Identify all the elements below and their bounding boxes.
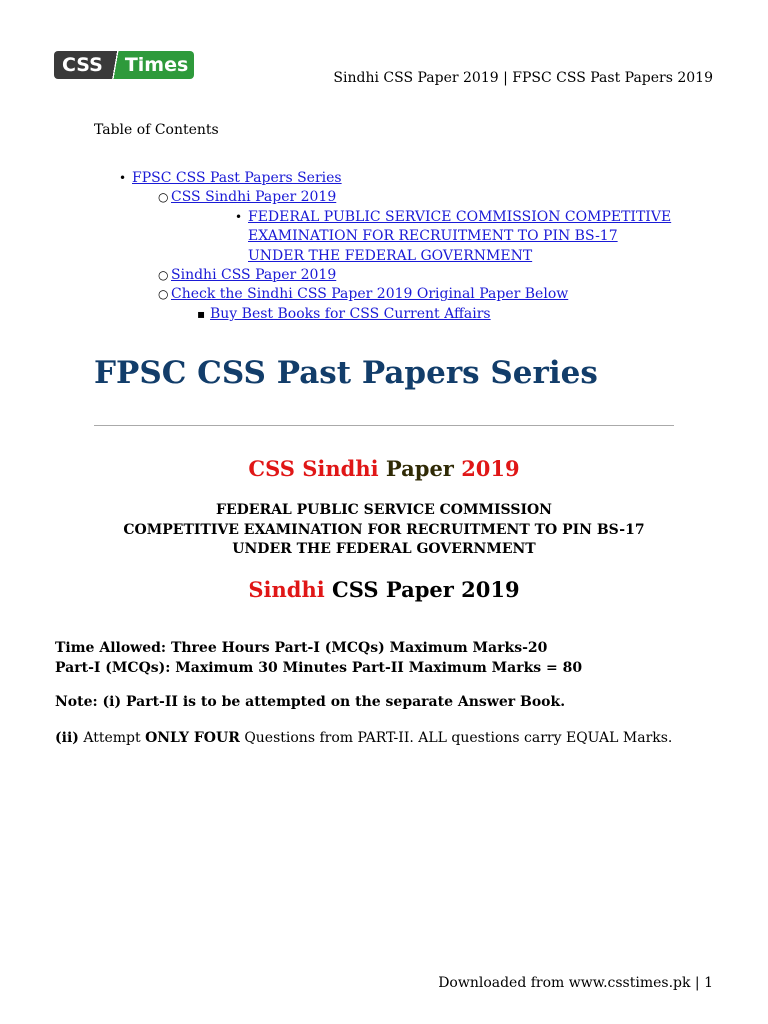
- logo-text-times: Times: [121, 51, 194, 79]
- instruction-pre: Attempt: [83, 730, 141, 746]
- paper-title-rest: CSS Paper 2019: [332, 577, 520, 602]
- instruction-number: (ii): [55, 730, 79, 746]
- toc-link-buy-books[interactable]: Buy Best Books for CSS Current Affairs: [210, 305, 491, 322]
- toc-link-css-sindhi-paper[interactable]: CSS Sindhi Paper 2019: [171, 189, 337, 206]
- toc-item: [0, 169, 671, 188]
- table-of-contents: [0, 169, 671, 324]
- commission-line: COMPETITIVE EXAMINATION FOR RECRUITMENT TO PIN BS-17: [123, 521, 645, 538]
- instruction-text: [55, 730, 672, 746]
- heading-part-paper: Paper: [385, 456, 454, 481]
- circle-bullet-icon: ○: [158, 268, 169, 283]
- circle-bullet-icon: ○: [158, 287, 169, 302]
- toc-item: [0, 305, 671, 324]
- paper-title: [0, 577, 768, 602]
- toc-item: [0, 188, 671, 207]
- main-heading: FPSC CSS Past Papers Series: [94, 355, 598, 391]
- page-header-title: Sindhi CSS Paper 2019 | FPSC CSS Past Papers 2019: [333, 70, 713, 86]
- note-text: Note: (i) Part-II is to be attempted on the separate Answer Book.: [55, 694, 566, 710]
- toc-heading: Table of Contents: [94, 122, 219, 138]
- toc-item: [0, 247, 671, 266]
- circle-bullet-icon: ○: [158, 190, 169, 205]
- toc-item: [0, 285, 671, 304]
- toc-link-fpsc-commission-line1[interactable]: FEDERAL PUBLIC SERVICE COMMISSION COMPETITIVE: [248, 208, 672, 225]
- page-footer: Downloaded from www.csstimes.pk | 1: [438, 975, 713, 991]
- css-sindhi-paper-heading: [0, 456, 768, 481]
- instruction-post: Questions from PART-II. ALL questions carry EQUAL Marks.: [244, 730, 673, 746]
- toc-item: [0, 266, 671, 285]
- exam-info: [55, 638, 582, 678]
- logo-text-css: CSS: [54, 51, 109, 79]
- logo-slash: [109, 51, 121, 79]
- toc-link-fpsc-commission-line2[interactable]: EXAMINATION FOR RECRUITMENT TO PIN BS-17: [248, 228, 618, 245]
- toc-link-fpsc-series[interactable]: FPSC CSS Past Papers Series: [132, 170, 342, 186]
- heading-part-year: 2019: [461, 456, 520, 481]
- commission-line: UNDER THE FEDERAL GOVERNMENT: [232, 541, 536, 558]
- toc-item: [0, 227, 671, 246]
- square-bullet-icon: ▪: [197, 306, 206, 321]
- heading-part-css-sindhi: CSS Sindhi: [248, 456, 379, 481]
- instruction-emphasis: ONLY FOUR: [145, 730, 240, 746]
- horizontal-divider: [94, 425, 674, 426]
- bullet-icon: •: [235, 209, 243, 224]
- bullet-icon: •: [119, 171, 127, 185]
- toc-link-fpsc-commission-line3[interactable]: UNDER THE FEDERAL GOVERNMENT: [248, 247, 533, 264]
- commission-line: FEDERAL PUBLIC SERVICE COMMISSION: [216, 502, 552, 518]
- site-logo[interactable]: [54, 51, 194, 79]
- part-marks: Part-I (MCQs): Maximum 30 Minutes Part-II Maximum Marks = 80: [55, 660, 583, 676]
- toc-item: [0, 208, 671, 227]
- toc-link-sindhi-css-paper[interactable]: Sindhi CSS Paper 2019: [171, 267, 337, 284]
- toc-link-check-original-paper[interactable]: Check the Sindhi CSS Paper 2019 Original Paper Below: [171, 286, 569, 303]
- commission-block: [0, 501, 768, 560]
- paper-title-sindhi: Sindhi: [248, 577, 325, 602]
- time-allowed: Time Allowed: Three Hours Part-I (MCQs) Maximum Marks-20: [55, 640, 548, 656]
